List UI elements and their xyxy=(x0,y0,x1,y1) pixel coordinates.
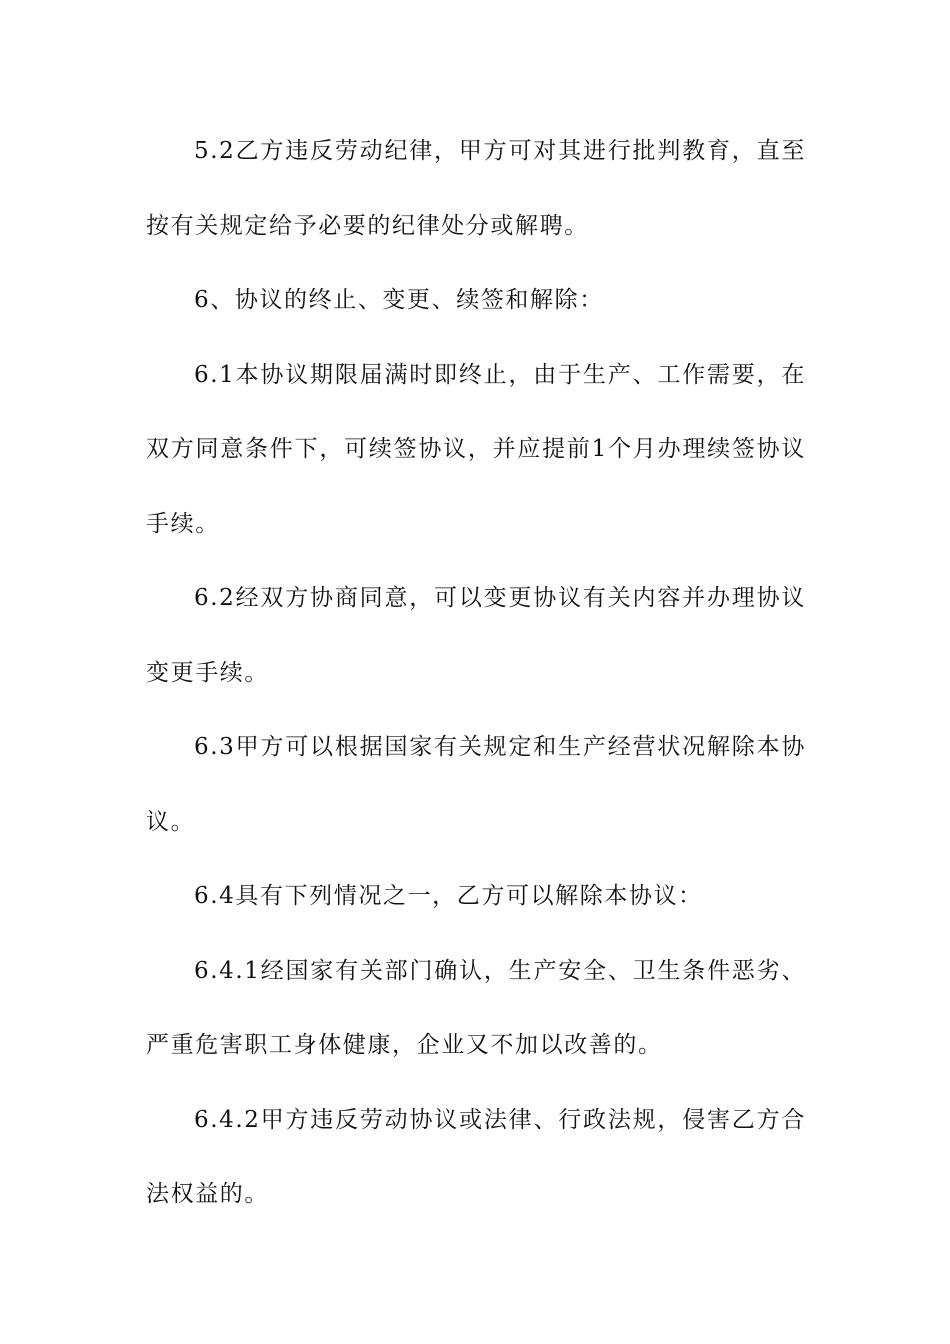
section-6-heading: 6、协议的终止、变更、续签和解除： xyxy=(194,287,604,313)
paragraph-6-2: 6.2经双方协商同意，可以变更协议有关内容并办理协议变更手续。 xyxy=(146,585,806,686)
paragraph-6-1: 6.1本协议期限届满时即终止，由于生产、工作需要，在双方同意条件下，可续签协议，并应提前1个月办理续签协议手续。 xyxy=(146,361,806,537)
document-body xyxy=(146,114,806,1232)
paragraph-6-4-2: 6.4.2甲方违反劳动协议或法律、行政法规，侵害乙方合法权益的。 xyxy=(146,1106,806,1207)
paragraph-6-3: 6.3甲方可以根据国家有关规定和生产经营状况解除本协议。 xyxy=(146,734,806,835)
paragraph-5-2: 5.2乙方违反劳动纪律，甲方可对其进行批判教育，直至按有关规定给予必要的纪律处分或解聘。 xyxy=(146,138,806,239)
paragraph-6-4-1: 6.4.1经国家有关部门确认，生产安全、卫生条件恶劣、严重危害职工身体健康，企业又不加以改善的。 xyxy=(146,957,806,1058)
paragraph-6-4: 6.4具有下列情况之一，乙方可以解除本协议： xyxy=(194,883,703,909)
